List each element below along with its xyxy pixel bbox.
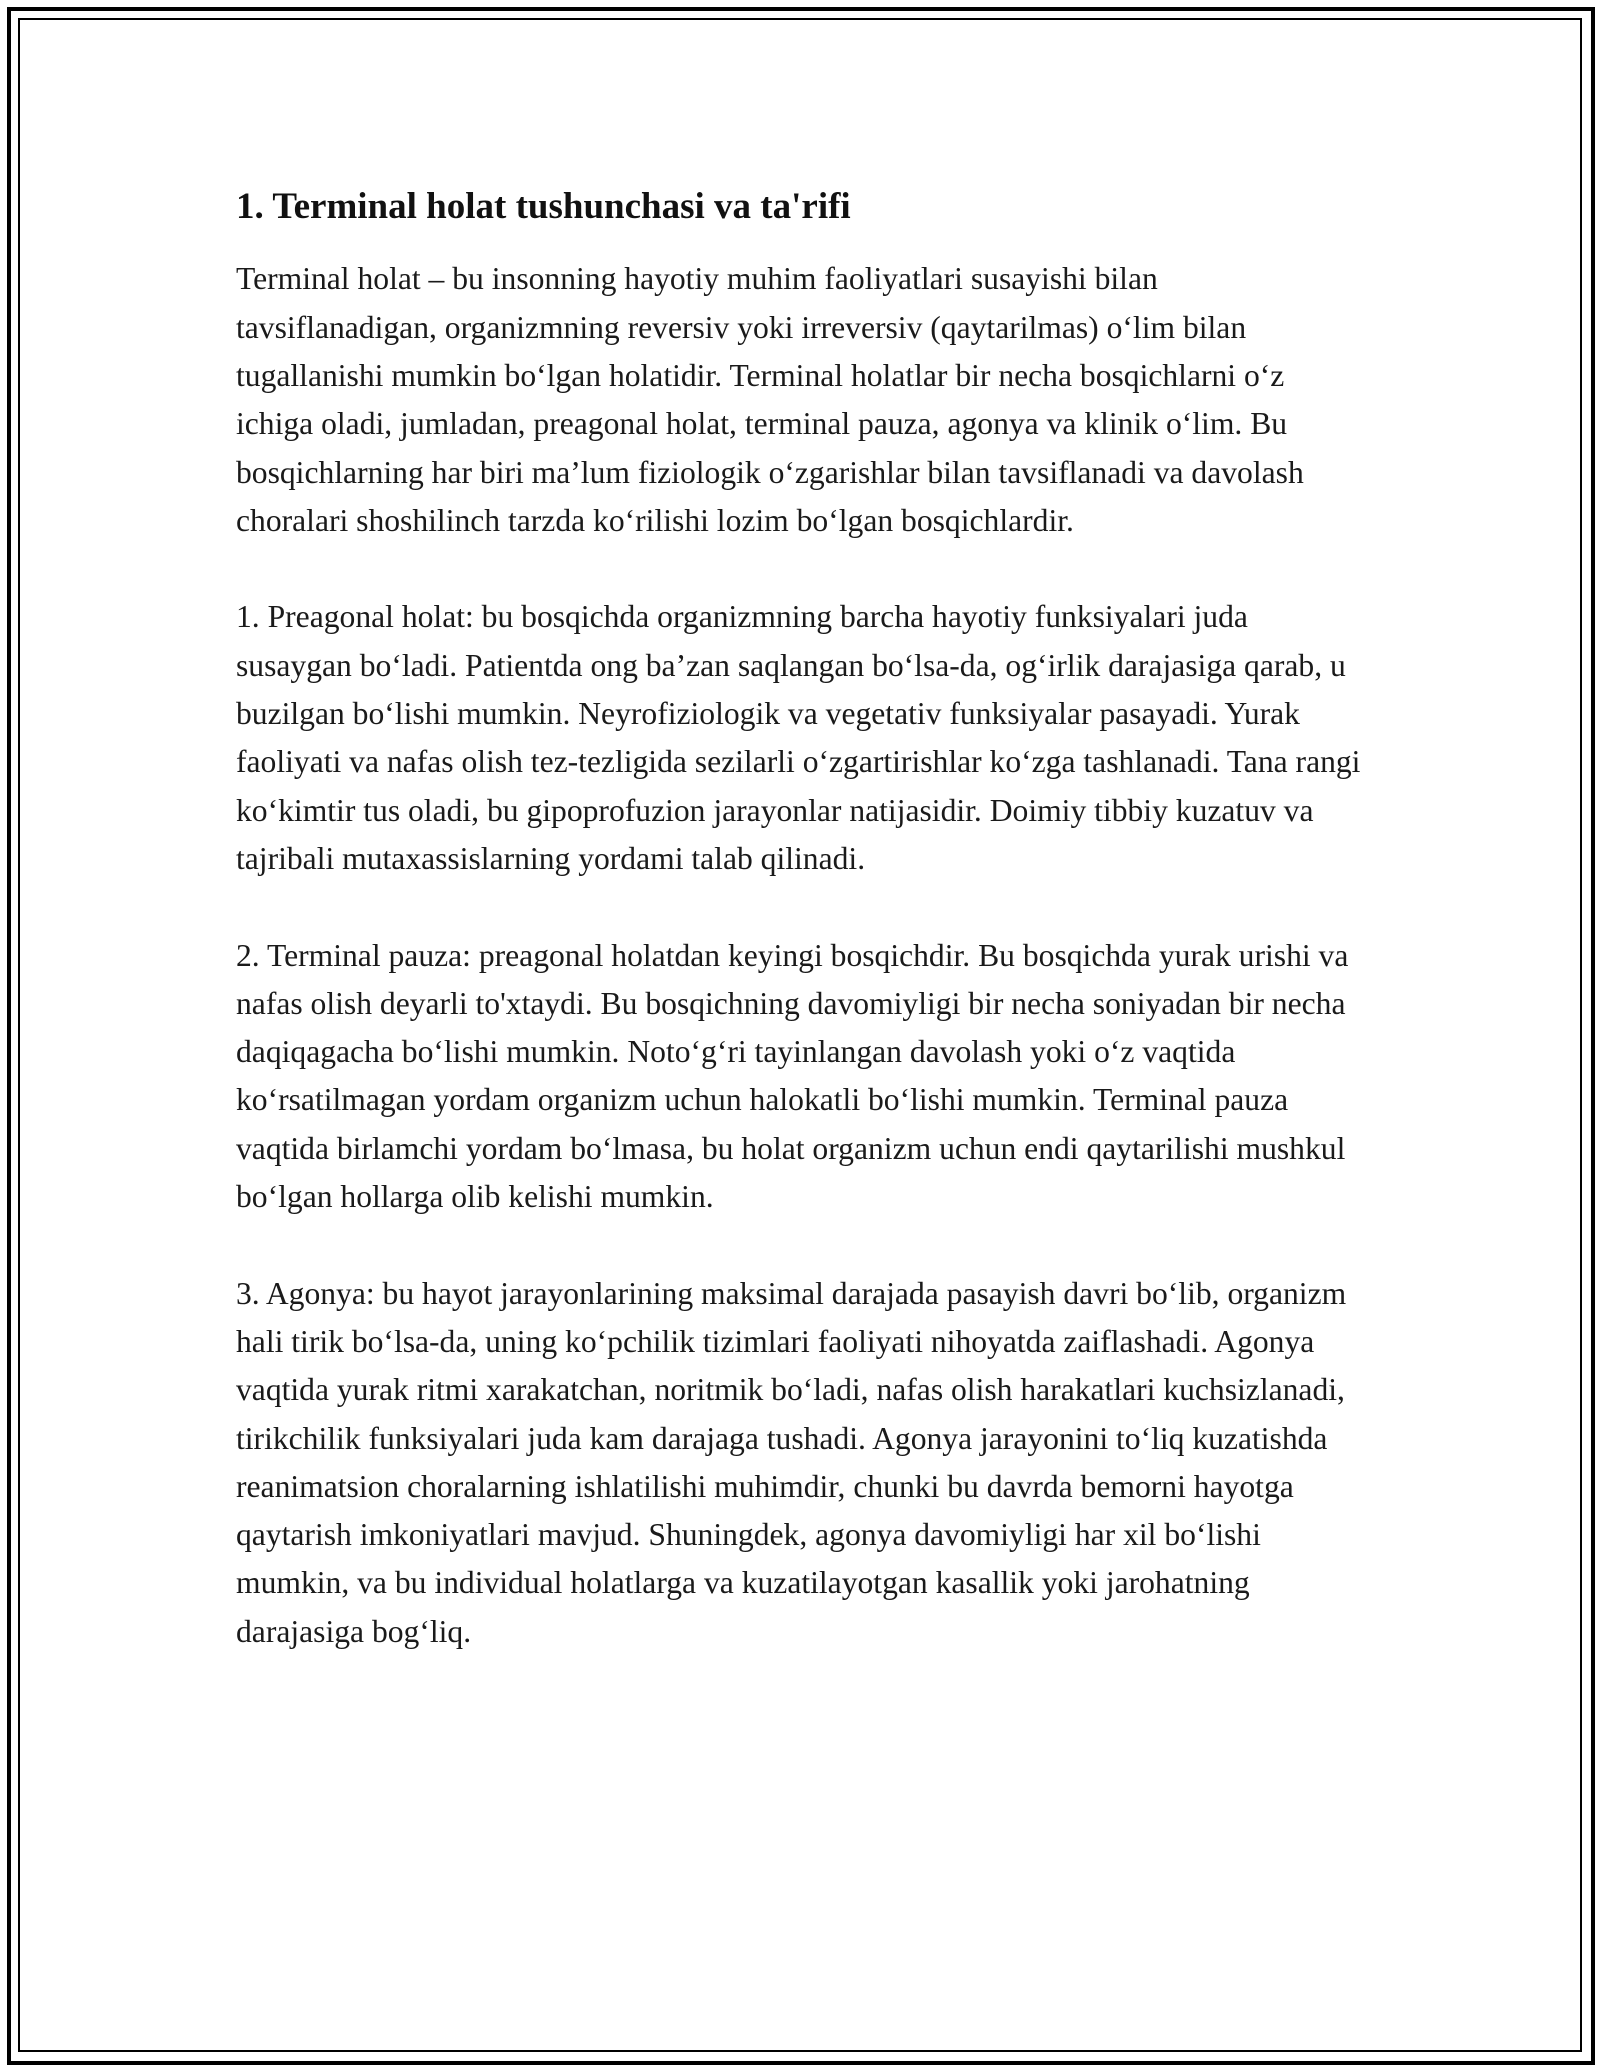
paragraph-preagonal: 1. Preagonal holat: bu bosqichda organizmning barcha hayotiy funksiyalari juda susaygan boʻladi. Patientda ong baʼzan saqlangan boʻlsa-da, ogʻirlik darajasiga qarab, u buzilgan boʻlishi mumkin. Neyrofiziologik va vegetativ funksiyalar pasayadi. Yurak faoliyati va nafas olish tez-tezligida sezilarli oʻzgartirishlar koʻzga tashlanadi. Tana rangi koʻkimtir tus oladi, bu gipoprofuzion jarayonlar natijasidir. Doimiy tibbiy kuzatuv va tajribali mutaxassislarning yordami talab qilinadi. [236,599,1361,876]
section-title: 1. Terminal holat tushunchasi va ta'rifi [236,186,851,227]
document-body [236,185,1366,1704]
paragraph-intro: Terminal holat – bu insonning hayotiy muhim faoliyatlari susayishi bilan tavsiflanadigan, organizmning reversiv yoki irreversiv (qaytarilmas) oʻlim bilan tugallanishi mumkin boʻlgan holatidir. Terminal holatlar bir necha bosqichlarni oʻz ichiga oladi, jumladan, preagonal holat, terminal pauza, agonya va klinik oʻlim. Bu bosqichlarning har biri maʼlum fiziologik oʻzgarishlar bilan tavsiflanadi va davolash choralari shoshilinch tarzda koʻrilishi lozim boʻlgan bosqichlardir. [236,261,1304,538]
paragraph-terminal-pause: 2. Terminal pauza: preagonal holatdan keyingi bosqichdir. Bu bosqichda yurak urishi va nafas olish deyarli to'xtaydi. Bu bosqichning davomiyligi bir necha soniyadan bir necha daqiqagacha boʻlishi mumkin. Notoʻgʻri tayinlangan davolash yoki oʻz vaqtida koʻrsatilmagan yordam organizm uchun halokatli boʻlishi mumkin. Terminal pauza vaqtida birlamchi yordam boʻlmasa, bu holat organizm uchun endi qaytarilishi mushkul boʻlgan hollarga olib kelishi mumkin. [236,937,1349,1215]
paragraph-agonya: 3. Agonya: bu hayot jarayonlarining maksimal darajada pasayish davri boʻlib, organizm hali tirik boʻlsa-da, uning koʻpchilik tizimlari faoliyati nihoyatda zaiflashadi. Agonya vaqtida yurak ritmi xarakatchan, noritmik boʻladi, nafas olish harakatlari kuchsizlanadi, tirikchilik funksiyalari juda kam darajaga tushadi. Agonya jarayonini toʻliq kuzatishda reanimatsion choralarning ishlatilishi muhimdir, chunki bu davrda bemorni hayotga qaytarish imkoniyatlari mavjud. Shuningdek, agonya davomiyligi har xil boʻlishi mumkin, va bu individual holatlarga va kuzatilayotgan kasallik yoki jarohatning darajasiga bogʻliq. [236,1275,1347,1649]
